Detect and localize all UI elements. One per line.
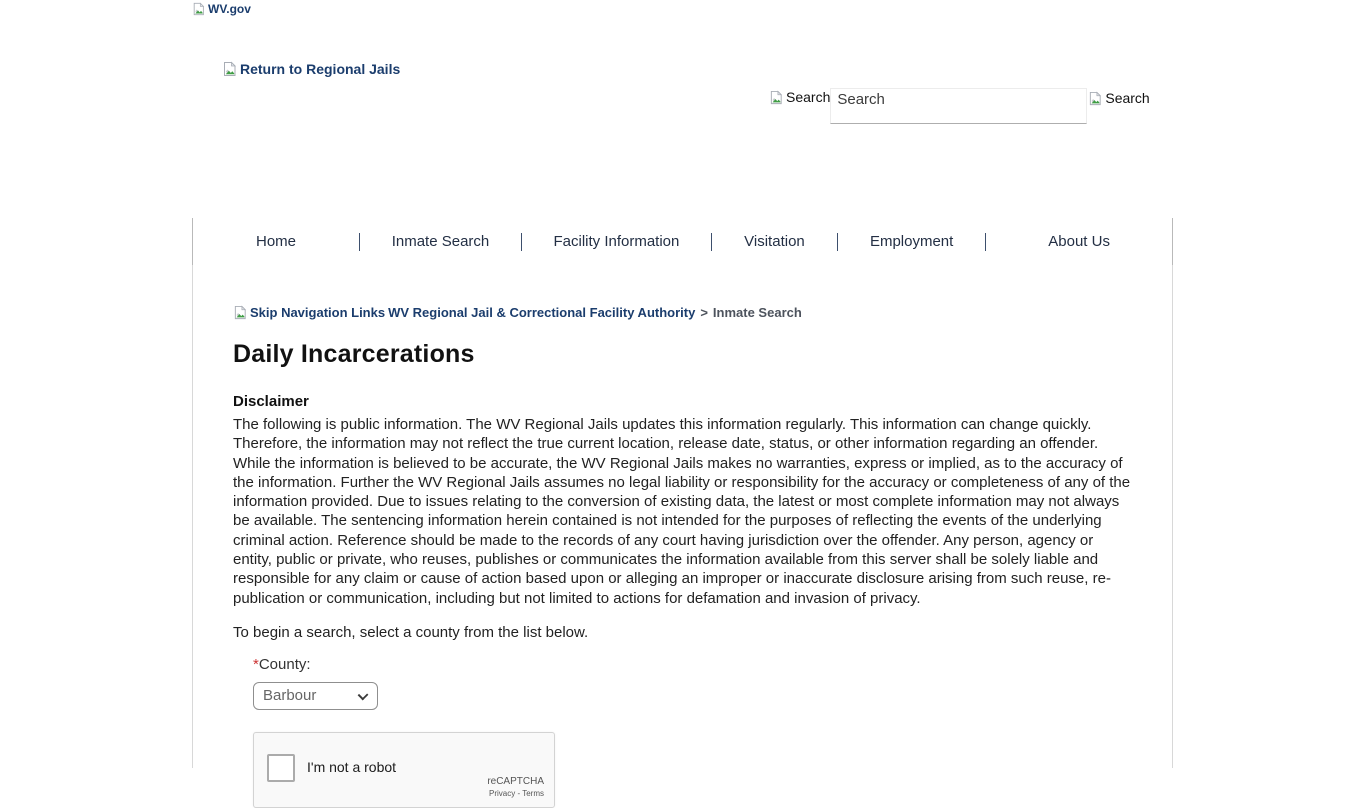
nav-item-visitation[interactable] [712,233,837,250]
skip-navigation-link[interactable] [233,305,385,320]
search-button-right-label: Search [1105,90,1150,106]
return-link-alt-text: Return to Regional Jails [240,61,401,77]
disclaimer-text: The following is public information. The WV Regional Jails updates this information regularly. This information can change quickly. Therefore, the information may not reflect the true current location, release date, status, or other information regarding an offender. While the information is believed to be accurate, the WV Regional Jails makes no warranties, express or implied, as to the accuracy of the information. Further the WV Regional Jails assumes no legal liability or responsibility for the accuracy or completeness of any of the information provided. Due to issues relating to the conversion of existing data, the latest or most complete information may not always be available. The sentencing information herein contained is not intended for the purposes of reflecting the events of the underlying criminal action. Reference should be made to the records of any court having jurisdiction over the offender. Any person, agency or entity, public or private, who reuses, publishes or communicates the information available from this server shall be solely liable and responsible for any claim or cause of action based upon or alleging an improper or inaccurate disclosure arising from such reuse, re-publication or communication, including but not limited to actions for defamation and invasion of privacy. [233,416,1131,607]
county-select-wrap [253,682,378,710]
broken-image-icon [192,2,206,16]
county-label: County: [258,655,311,673]
nav-item-label: Visitation [744,233,805,250]
page-title: Daily Incarcerations [233,340,475,368]
wvgov-logo-alt-text: WV.gov [208,2,251,16]
nav-item-home[interactable] [193,233,359,250]
breadcrumb-root-link[interactable]: WV Regional Jail & Correctional Facility Authority [388,305,696,320]
search-icon [769,90,784,105]
breadcrumb-separator: > [700,305,708,320]
nav-item-about-us[interactable] [986,233,1172,250]
recaptcha-brand-block [487,777,544,798]
nav-item-label: Employment [869,233,954,250]
wvgov-logo-link[interactable] [192,2,251,16]
recaptcha-widget [253,732,555,808]
county-field-label-row [253,656,1132,673]
skip-navigation-alt-text: Skip Navigation Links [250,305,386,320]
search-button-left[interactable] [769,89,830,105]
nav-item-inmate-search[interactable] [360,233,521,250]
nav-item-label: Home [255,233,296,250]
main-nav [192,218,1173,265]
return-to-regional-jails-link[interactable] [222,61,400,77]
county-select[interactable] [253,682,378,710]
broken-image-icon [233,305,248,320]
recaptcha-links [487,790,544,798]
required-asterisk: * [253,655,259,673]
main-container [192,218,1173,798]
recaptcha-checkbox[interactable] [267,754,295,782]
search-input[interactable] [830,88,1087,124]
recaptcha-terms-link[interactable]: Terms [522,788,544,798]
search-area [769,88,1150,124]
page-content [193,265,1172,808]
recaptcha-link-separator: - [517,788,521,798]
nav-item-facility-information[interactable] [522,233,711,250]
search-instruction-text: To begin a search, select a county from the list below. [233,623,589,641]
nav-item-label: Facility Information [553,233,680,250]
search-button-left-label: Search [786,89,831,105]
recaptcha-privacy-link[interactable]: Privacy [489,788,516,798]
search-button-right[interactable] [1088,90,1149,106]
nav-item-label: Inmate Search [391,233,490,250]
recaptcha-brand-text: reCAPTCHA [487,775,544,787]
broken-image-icon [222,61,238,77]
breadcrumb [233,305,1132,320]
disclaimer-heading: Disclaimer [233,393,309,410]
nav-item-label: About Us [1048,233,1110,250]
nav-item-employment[interactable] [838,233,985,250]
breadcrumb-current: Inmate Search [712,305,802,320]
search-icon [1088,91,1103,106]
recaptcha-label: I'm not a robot [307,758,397,775]
